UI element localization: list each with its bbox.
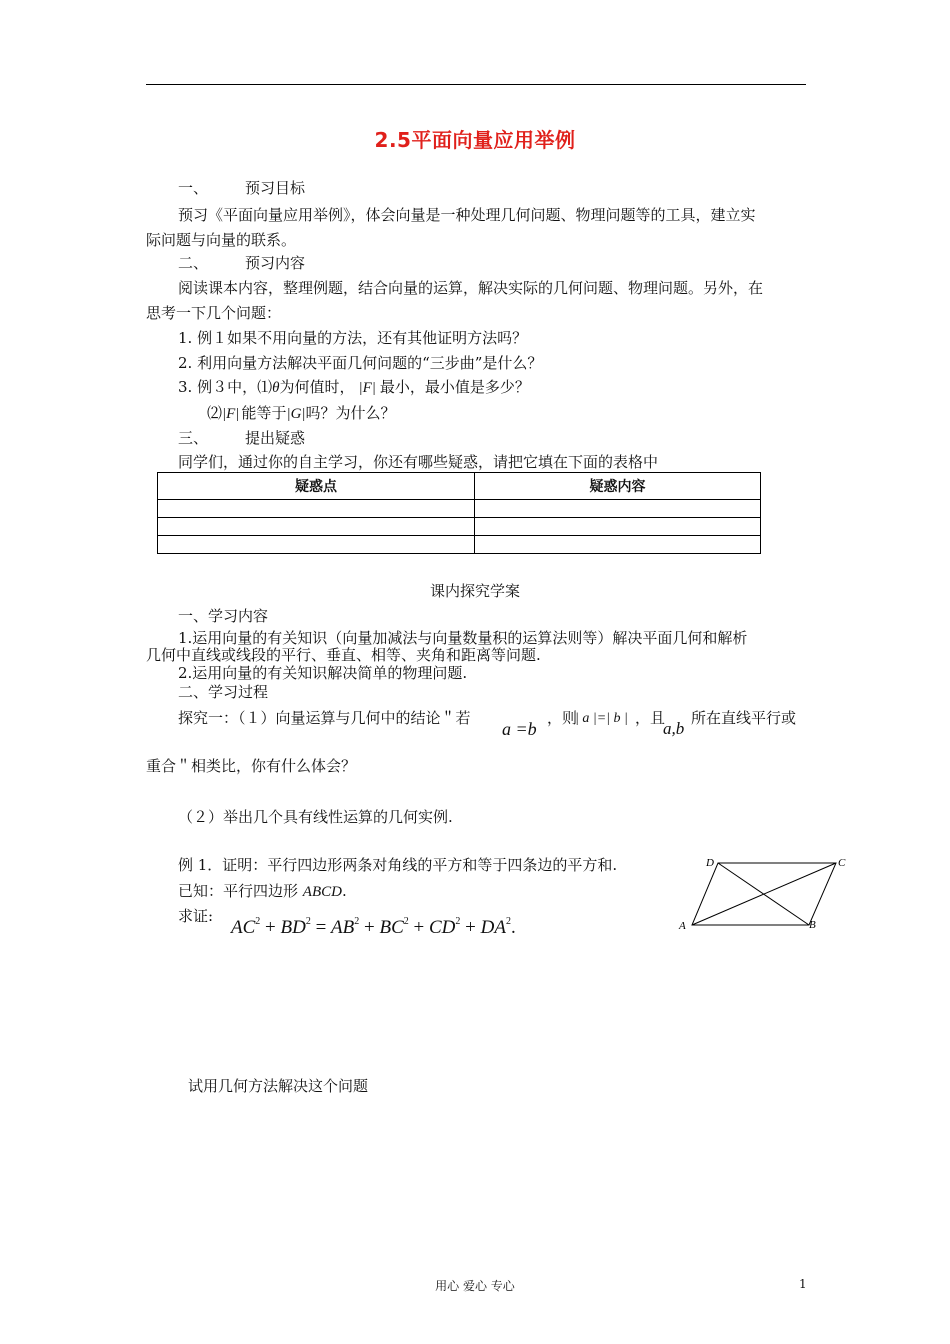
explore1-prefix: 探究一：（１）向量运算与几何中的结论＂若: [178, 709, 471, 727]
section3-number: 三、: [178, 429, 209, 447]
diagonal-bd: [718, 863, 809, 925]
table-row: [158, 500, 761, 518]
table-header-doubt-content: 疑惑内容: [475, 473, 761, 500]
table-cell[interactable]: [158, 536, 475, 554]
eq-term-bc: BC: [379, 917, 404, 938]
explore1-abs: | a |=| b |: [575, 711, 628, 726]
footer-text: 用心 爱心 专心: [435, 1279, 515, 1293]
eq-exp: 2: [354, 916, 360, 927]
eq-term-bd: BD: [280, 917, 306, 938]
q3-suffix: 最小，最小值是多少？: [379, 378, 530, 396]
table-header-row: [158, 473, 761, 500]
theta-symbol: θ: [272, 380, 280, 396]
para1-line1: 预习《平面向量应用举例》，体会向量是一种处理几何问题、物理问题等的工具，建立实: [178, 206, 756, 224]
q3b-suffix: 吗？为什么？: [305, 404, 396, 422]
learning-content-heading: 一、学习内容: [178, 607, 269, 625]
para2-line1: 阅读课本内容，整理例题，结合向量的运算，解决实际的几何问题、物理问题。另外，在: [178, 279, 764, 297]
question-3b: [207, 402, 396, 423]
explore1-equation: a =b: [502, 719, 537, 739]
eq-equals: =: [310, 917, 332, 938]
section1-heading: 预习目标: [245, 179, 306, 197]
table-cell[interactable]: [158, 518, 475, 536]
explore1-suffix: 所在直线平行或: [691, 709, 797, 727]
eq-exp: 2: [403, 916, 409, 927]
known-label: 已知：平行四边形: [178, 882, 303, 900]
doubts-table: [157, 472, 761, 554]
section3-heading: 提出疑惑: [245, 429, 306, 447]
prove-label: 求证:: [178, 907, 214, 925]
table-cell[interactable]: [475, 500, 761, 518]
para1-line2: 际问题与向量的联系。: [146, 231, 297, 249]
known-end: .: [341, 882, 347, 900]
explore1-comma1: ，则: [547, 709, 578, 727]
eq-exp: 2: [255, 916, 261, 927]
table-cell[interactable]: [158, 500, 475, 518]
eq-term-ab: AB: [331, 917, 355, 938]
question-3: [178, 376, 530, 397]
table-row: [158, 518, 761, 536]
q3b-mid: 能等于: [241, 404, 287, 422]
part-title: 课内探究学案: [429, 582, 520, 600]
q3-prefix: 3. 例３中，⑴: [178, 378, 273, 396]
vertex-label-d: D: [706, 857, 714, 869]
eq-end: .: [510, 917, 516, 938]
section1-number: 一、: [178, 179, 209, 197]
para2-line2: 思考一下几个问题：: [146, 304, 282, 322]
eq-exp: 2: [455, 916, 461, 927]
eq-exp: 2: [505, 916, 511, 927]
eq-term-cd: CD: [428, 917, 456, 938]
try-geometric-method: 试用几何方法解决这个问题: [188, 1077, 369, 1095]
eq-plus: +: [460, 917, 481, 938]
explore1-part2: （２）举出几个具有线性运算的几何实例.: [178, 808, 453, 826]
q3b-prefix: ⑵: [207, 404, 223, 422]
abs-f-symbol-2: |F|: [222, 406, 240, 422]
learning-item2: 2.运用向量的有关知识解决简单的物理问题.: [178, 664, 468, 682]
vertex-label-c: C: [838, 857, 846, 869]
vertex-label-b: B: [809, 919, 816, 931]
eq-term-ac: AC: [231, 917, 256, 938]
table-row: [158, 536, 761, 554]
explore1-ab: a,b: [663, 719, 685, 738]
page-number: 1: [799, 1277, 807, 1291]
eq-plus: +: [260, 917, 281, 938]
known-abcd: ABCD: [302, 884, 342, 900]
table-header-doubt-point: 疑惑点: [158, 473, 475, 500]
explore1-comma2: ，且: [635, 709, 666, 727]
question-2: 2. 利用向量方法解决平面几何问题的“三步曲”是什么？: [178, 354, 543, 372]
known-line: [178, 880, 347, 901]
section2-heading: 预习内容: [245, 254, 306, 272]
table-cell[interactable]: [475, 518, 761, 536]
question-1: 1. 例１如果不用向量的方法，还有其他证明方法吗？: [178, 329, 528, 347]
learning-item1-line2: 几何中直线或线段的平行、垂直、相等、夹角和距离等问题.: [146, 646, 541, 664]
abs-g-symbol: |G|: [286, 406, 306, 422]
table-cell[interactable]: [475, 536, 761, 554]
example1-statement: 例 1．证明：平行四边形两条对角线的平方和等于四条边的平方和.: [178, 856, 618, 874]
page-title: 2.5平面向量应用举例: [374, 128, 576, 152]
parallelogram-figure: [676, 852, 852, 938]
header-rule: [146, 84, 806, 85]
explore1-line2: 重合＂相类比，你有什么体会？: [146, 757, 357, 775]
learning-process-heading: 二、学习过程: [178, 683, 269, 701]
eq-plus: +: [359, 917, 380, 938]
learning-item1-line1: 1.运用向量的有关知识（向量加减法与向量数量积的运算法则等）解决平面几何和解析: [178, 629, 748, 647]
para3: 同学们，通过你的自主学习，你还有哪些疑惑，请把它填在下面的表格中: [178, 453, 659, 471]
abs-f-symbol: |F|: [358, 380, 376, 396]
section2-number: 二、: [178, 254, 209, 272]
proof-equation: [231, 916, 516, 939]
eq-plus: +: [408, 917, 429, 938]
eq-exp: 2: [305, 916, 311, 927]
vertex-label-a: A: [679, 920, 686, 932]
q3-mid: 为何值时，: [279, 378, 355, 396]
eq-term-da: DA: [480, 917, 506, 938]
